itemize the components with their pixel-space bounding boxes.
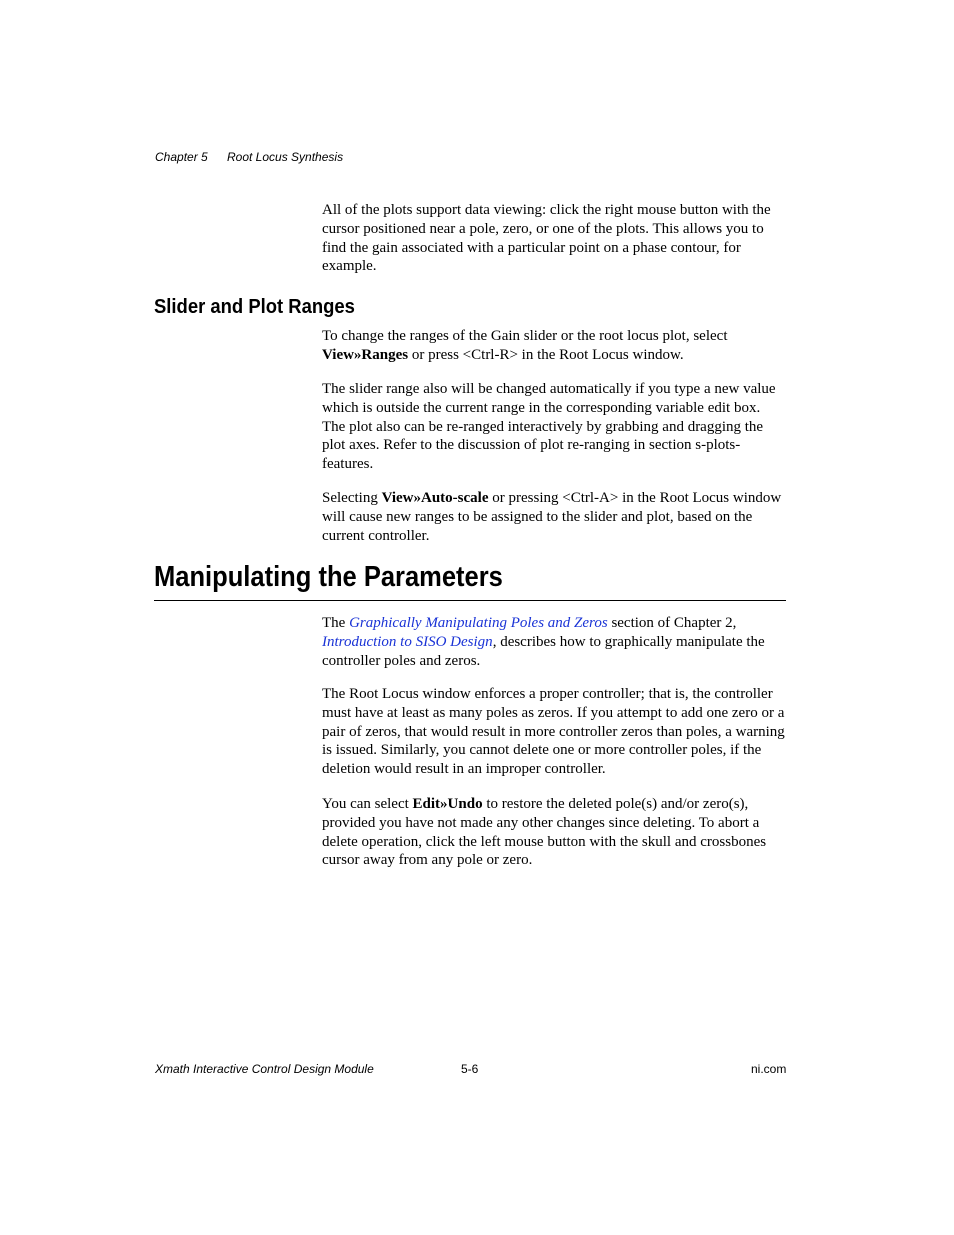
footer-site: ni.com <box>751 1062 787 1076</box>
footer-title: Xmath Interactive Control Design Module <box>155 1062 374 1076</box>
heading-rule <box>154 600 786 601</box>
text-run: or press <Ctrl-R> in the Root Locus window. <box>408 346 684 363</box>
menu-path-view-ranges: View»Ranges <box>322 346 409 363</box>
intro-paragraph-block <box>322 201 786 276</box>
manip-paragraph-2 <box>322 685 786 779</box>
text-run: , describes how to graphically manipulate the controller poles and zeros. <box>322 633 765 669</box>
manip-paragraph-3 <box>322 795 786 870</box>
section-heading-slider: Slider and Plot Ranges <box>154 295 355 318</box>
text-run: to restore the deleted pole(s) and/or zero(s), provided you have not made any other changes since deleting. To abort a delete operation, click the left mouse button with the skull and crossbones cursor away from any pole or zero. <box>322 796 767 869</box>
manip-paragraph-2-text: The Root Locus window enforces a proper controller; that is, the controller must have at least as many poles as zeros. If you attempt to add one zero or a pair of zeros, that would result in more controller zeros than poles, a warning is issued. Similarly, you cannot delete one or more controller poles, if the deletion would result in an improper controller. <box>322 686 785 778</box>
text-run: or pressing <Ctrl-A> in the Root Locus window will cause new ranges to be assigned to the slider and plot, based on the current controller. <box>322 490 782 544</box>
manip-paragraph-1 <box>322 614 786 670</box>
footer-page-number: 5-6 <box>461 1062 479 1076</box>
text-run: Selecting <box>322 490 382 506</box>
link-introduction-siso[interactable]: Introduction to SISO Design <box>322 633 493 650</box>
slider-paragraph-2-text: The slider range also will be changed automatically if you type a new value which is outside the current range in the corresponding variable edit box. The plot also can be re-ranged interactively by grabbing and dragging the plot axes. Refer to the discussion of plot re-ranging in section s-plots-features. <box>322 381 776 473</box>
text-run: To change the ranges of the Gain slider or the root locus plot, select <box>322 328 728 344</box>
menu-path-edit-undo: Edit»Undo <box>412 796 483 812</box>
header-title: Root Locus Synthesis <box>227 150 344 164</box>
header-chapter: Chapter 5 <box>155 150 208 164</box>
text-run: section of Chapter 2, <box>607 615 737 631</box>
menu-path-view-autoscale: View»Auto-scale <box>381 490 489 506</box>
section-heading-manipulating: Manipulating the Parameters <box>154 561 503 593</box>
slider-paragraph-2 <box>322 380 786 474</box>
text-run: The <box>322 615 350 631</box>
text-run: You can select <box>322 796 413 812</box>
running-header <box>155 150 343 164</box>
slider-paragraph-1 <box>322 327 786 365</box>
slider-paragraph-3 <box>322 489 786 545</box>
link-graphically-manipulating[interactable]: Graphically Manipulating Poles and Zeros <box>349 615 608 631</box>
intro-paragraph: All of the plots support data viewing: click the right mouse button with the cursor positioned near a pole, zero, or one of the plots. This allows you to find the gain associated with a particular point on a phase contour, for example. <box>322 202 771 275</box>
